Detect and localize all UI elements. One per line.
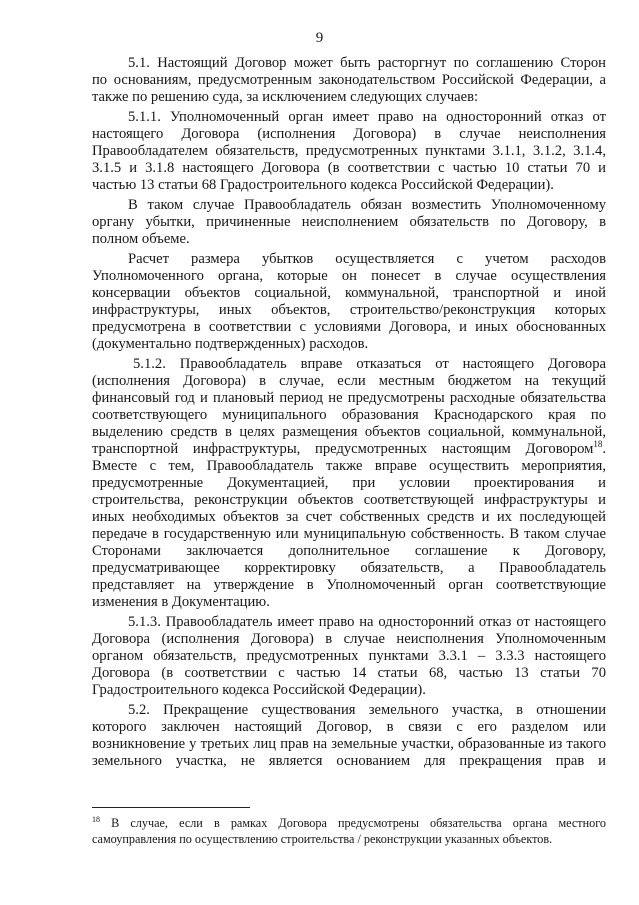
text-line: (исполнения Договора) в случае, если местным бюджетом на текущий — [92, 373, 606, 389]
text-line: по основаниям, предусмотренным законодательством Российской Федерации, а — [92, 72, 606, 88]
text-line: 5.2. Прекращение существования земельного участка, в отношении — [128, 702, 606, 718]
text-line: настоящего Договора (исполнения Договора) в случае неисполнения — [92, 126, 606, 142]
text-line: 3.1.5 и 3.1.8 настоящего Договора (в соответствии с частью 10 статьи 70 и — [92, 160, 606, 176]
text-line-content: транспортной инфраструктуры, предусмотренных настоящим Договором — [92, 441, 594, 457]
text-line: строительства, реконструкции объектов соответствующей инфраструктуры и — [92, 492, 606, 508]
footnote-text: В случае, если в рамках Договора предусмотрены обязательства органа местного — [111, 816, 607, 830]
text-line: выделению средств в целях размещения объектов социальной, коммунальной, — [92, 424, 606, 440]
text-line: Градостроительного кодекса Российской Федерации). — [92, 682, 426, 698]
text-line: 5.1.2. Правообладатель вправе отказаться от настоящего Договора — [133, 356, 606, 372]
text-line: представляет на утверждение в Уполномоченный орган соответствующие — [92, 577, 606, 593]
text-line: В таком случае Правообладатель обязан возместить Уполномоченному — [128, 197, 606, 213]
text-line: финансовый год и плановый период не предусмотрены расходные обязательства — [92, 390, 606, 406]
text-line: предусмотрена в соответствии с условиями Договора, и иных обоснованных — [92, 319, 606, 335]
text-line: Вместе с тем, Правообладатель также вправе осуществить мероприятия, — [92, 458, 606, 474]
text-line: Расчет размера убытков осуществляется с учетом расходов — [128, 251, 606, 267]
text-line: транспортной инфраструктуры, предусмотренных настоящим Договором$^{18}$. — [92, 439, 606, 457]
text-line: консервации объектов социальной, коммунальной, транспортной и иной — [92, 285, 606, 301]
footnote-reference: 18 — [593, 439, 603, 450]
text-line: инфраструктуры, иных объектов, строительство/реконструкция которых — [92, 302, 606, 318]
text-line: изменения в Документацию. — [92, 594, 270, 610]
text-line: Правообладателем обязательств, предусмотренных пунктами 3.1.1, 3.1.2, 3.1.4, — [92, 143, 606, 159]
text-line: (документально подтвержденных) расходов. — [92, 336, 369, 352]
text-line: частью 13 статьи 68 Градостроительного кодекса Российской Федерации). — [92, 177, 554, 193]
text-line: предусмотренные Документацией, при условии проектирования и — [92, 475, 606, 491]
text-line: предусматривающее корректировку обязательств, а Правообладатель — [92, 560, 606, 576]
text-line: Уполномоченного органа, которые он понесет в случае осуществления — [92, 268, 606, 284]
text-line: Договора (исполнения Договора) в случае неисполнения Уполномоченным — [92, 631, 606, 647]
text-line: Договора (в соответствии с частью 14 статьи 68, частью 13 статьи 70 — [92, 665, 606, 681]
text-line: 5.1. Настоящий Договор может быть расторгнут по соглашению Сторон — [128, 55, 606, 71]
text-line: которого заключен настоящий Договор, в связи с его разделом или — [92, 719, 606, 735]
text-line: также по решению суда, за исключением следующих случаев: — [92, 89, 479, 105]
text-line: земельного участка, не является основанием для прекращения прав и — [92, 753, 606, 769]
text-line: полном объеме. — [92, 231, 190, 247]
text-line: возникновение у третьих лиц прав на земельные участки, образованные из такого — [92, 736, 606, 752]
text-line: органом обязательств, предусмотренных пунктами 3.3.1 – 3.3.3 настоящего — [92, 648, 606, 664]
footnote-line — [92, 816, 606, 830]
text-line: иных необходимых объектов за счет собственных средств и их последующей — [92, 509, 606, 525]
footnote-line: самоуправления по осуществлению строительства / реконструкции указанных объектов. — [92, 832, 553, 846]
text-line: 5.1.3. Правообладатель имеет право на односторонний отказ от настоящего — [128, 614, 606, 630]
page-number: 9 — [315, 30, 324, 46]
footnote-marker: 18 — [92, 814, 100, 824]
footnote-separator — [92, 807, 250, 808]
text-line: Сторонами заключается дополнительное соглашение к Договору, — [92, 543, 606, 559]
text-line: соответствующего муниципального образования Краснодарского края по — [92, 407, 606, 423]
text-line: 5.1.1. Уполномоченный орган имеет право на односторонний отказ от — [128, 109, 606, 125]
text-line: органу убытки, причиненные неисполнением обязательств по Договору, в — [92, 214, 606, 230]
text-line: передаче в государственную или муниципальную собственность. В таком случае — [92, 526, 606, 542]
